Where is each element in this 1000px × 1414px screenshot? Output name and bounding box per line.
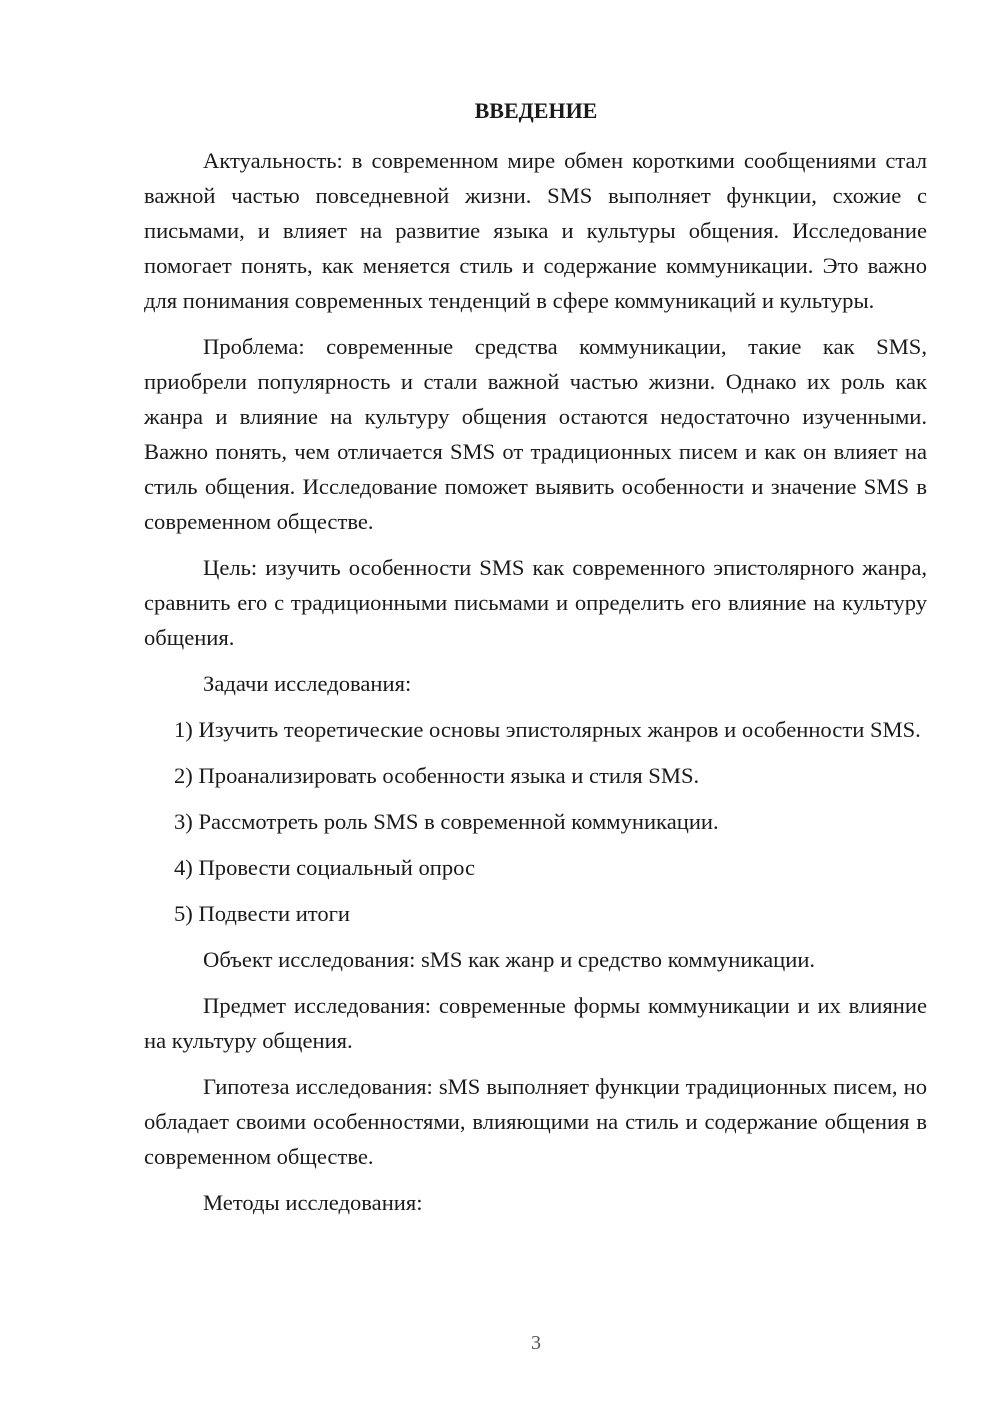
task-item-5: 5) Подвести итоги — [174, 901, 351, 926]
section-title: ВВЕДЕНИЕ — [474, 98, 598, 123]
paragraph-object: Объект исследования: sMS как жанр и средство коммуникации. — [203, 947, 816, 972]
paragraph-hypothesis: Гипотеза исследования: sMS выполняет функции традиционных писем, но обладает своими особенностями, влияющими на стиль и содержание общения в современном обществе. — [144, 1074, 927, 1169]
task-item-2: 2) Проанализировать особенности языка и стиля SMS. — [174, 763, 700, 788]
paragraph-methods-heading: Методы исследования: — [203, 1190, 423, 1215]
page-number: 3 — [531, 1332, 541, 1354]
task-item-4: 4) Провести социальный опрос — [174, 855, 476, 880]
paragraph-subject: Предмет исследования: современные формы коммуникации и их влияние на культуру общения. — [144, 993, 927, 1053]
paragraph-goal: Цель: изучить особенности SMS как современного эпистолярного жанра, сравнить его с традиционными письмами и определить его влияние на культуру общения. — [144, 555, 927, 650]
paragraph-tasks-heading: Задачи исследования: — [203, 671, 412, 696]
paragraph-relevance: Актуальность: в современном мире обмен короткими сообщениями стал важной частью повседневной жизни. SMS выполняет функции, схожие с письмами, и влияет на развитие языка и культуры общения. Исследование помогает понять, как меняется стиль и содержание коммуникации. Это важно для понимания современных тенденций в сфере коммуникаций и культуры. — [144, 148, 927, 313]
task-item-1: 1) Изучить теоретические основы эпистолярных жанров и особенности SMS. — [174, 717, 921, 742]
document-body — [144, 143, 927, 1231]
task-item-3: 3) Рассмотреть роль SMS в современной коммуникации. — [174, 809, 719, 834]
paragraph-problem: Проблема: современные средства коммуникации, такие как SMS, приобрели популярность и стали важной частью жизни. Однако их роль как жанра и влияние на культуру общения остаются недостаточно изученными. Важно понять, чем отличается SMS от традиционных писем и как он влияет на стиль общения. Исследование поможет выявить особенности и значение SMS в современном обществе. — [144, 334, 927, 534]
